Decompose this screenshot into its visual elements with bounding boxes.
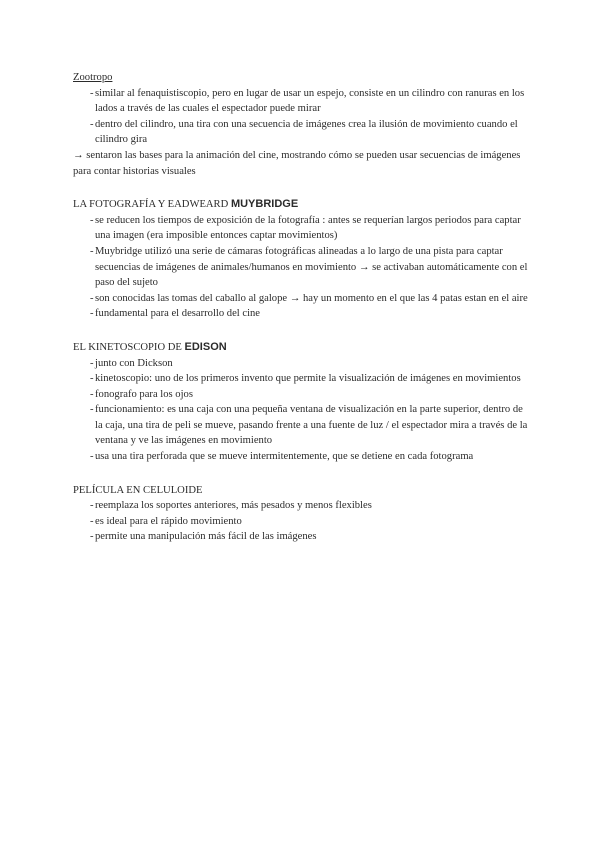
section-muybridge — [73, 197, 533, 322]
zootropo-conclusion: → sentaron las bases para la animación del cine, mostrando cómo se pueden usar secuencias de imágenes para contar historias visuales — [73, 149, 521, 177]
heading-text: LA FOTOGRAFÍA Y EADWEARD — [73, 199, 231, 211]
list-item-text: permite una manipulación más fácil de las imágenes — [95, 531, 317, 543]
list-item-text: es ideal para el rápido movimiento — [95, 515, 242, 527]
celuloide-list — [73, 498, 533, 545]
heading-bold-name: EDISON — [184, 340, 227, 353]
list-item — [73, 213, 533, 244]
list-item — [73, 449, 533, 465]
list-item — [73, 402, 533, 449]
list-item — [73, 387, 533, 403]
list-item-text: usa una tira perforada que se mueve intermitentemente, que se detiene en cada fotograma — [95, 451, 474, 463]
section-spacer — [73, 179, 533, 197]
bullet-dash: - — [90, 357, 94, 369]
muybridge-list — [73, 213, 533, 322]
list-item-text: kinetoscopio: uno de los primeros invento que permite la visualización de imágenes en movimientos — [95, 373, 521, 385]
heading-bold-name: MUYBRIDGE — [230, 198, 299, 211]
bullet-dash: - — [90, 515, 94, 527]
list-item-text: fonografo para los ojos — [95, 388, 193, 400]
bullet-dash: - — [90, 404, 94, 416]
list-item-text: junto con Dickson — [95, 357, 173, 369]
list-item-text: son conocidas las tomas del caballo al galope → hay un momento en el que las 4 patas estan en el aire — [95, 292, 528, 304]
zootropo-list — [73, 86, 533, 148]
bullet-dash: - — [90, 245, 94, 257]
section-edison — [73, 340, 533, 465]
list-item — [73, 244, 533, 291]
document-body — [73, 70, 533, 545]
heading-text: EL KINETOSCOPIO DE — [73, 341, 185, 353]
bullet-dash: - — [90, 531, 94, 543]
list-item — [73, 514, 533, 530]
bullet-dash: - — [90, 308, 94, 320]
bullet-dash: - — [90, 118, 94, 130]
list-item-text: reemplaza los soportes anteriores, más pesados y menos flexibles — [95, 500, 372, 512]
list-item — [73, 371, 533, 387]
section-spacer — [73, 322, 533, 340]
bullet-dash: - — [90, 292, 94, 304]
list-item — [73, 86, 533, 117]
list-item — [73, 529, 533, 545]
bullet-dash: - — [90, 500, 94, 512]
section-zootropo — [73, 70, 533, 179]
edison-list — [73, 356, 533, 465]
list-item-text: dentro del cilindro, una tira con una secuencia de imágenes crea la ilusión de movimiento cuando el cilindro gira — [95, 118, 518, 146]
section-heading-zootropo: Zootropo — [73, 72, 113, 83]
list-item — [73, 356, 533, 372]
section-celuloide — [73, 483, 533, 545]
bullet-dash: - — [90, 451, 94, 463]
section-spacer — [73, 465, 533, 483]
bullet-dash: - — [90, 214, 94, 226]
list-item — [73, 291, 533, 307]
bullet-dash: - — [90, 388, 94, 400]
list-item-text: se reducen los tiempos de exposición de la fotografía : antes se requerían largos periodos para captar una imagen (era imposible entonces captar movimientos) — [95, 214, 521, 242]
list-item — [73, 498, 533, 514]
list-item — [73, 117, 533, 148]
section-heading-muybridge — [73, 197, 533, 213]
list-item-text: Muybridge utilizó una serie de cámaras fotográficas alineadas a lo largo de una pista para captar secuencias de imágenes de animales/humanos en movimiento → se activaban automáticamente con el paso del sujeto — [95, 245, 528, 289]
list-item-text: similar al fenaquistiscopio, pero en lugar de usar un espejo, consiste en un cilindro con ranuras en los lados a través de las cuales el espectador puede mirar — [95, 87, 525, 115]
bullet-dash: - — [90, 373, 94, 385]
list-item-text: funcionamiento: es una caja con una pequeña ventana de visualización en la parte superior, dentro de la caja, una tira de peli se mueve, pasando frente a una fuente de luz / el espectador mira a través de la ventana y ve las imágenes en movimiento — [95, 404, 528, 447]
list-item — [73, 306, 533, 322]
bullet-dash: - — [90, 87, 94, 99]
list-item-text: fundamental para el desarrollo del cine — [95, 308, 261, 320]
section-heading-celuloide: PELÍCULA EN CELULOIDE — [73, 484, 203, 496]
section-heading-edison — [73, 340, 533, 356]
